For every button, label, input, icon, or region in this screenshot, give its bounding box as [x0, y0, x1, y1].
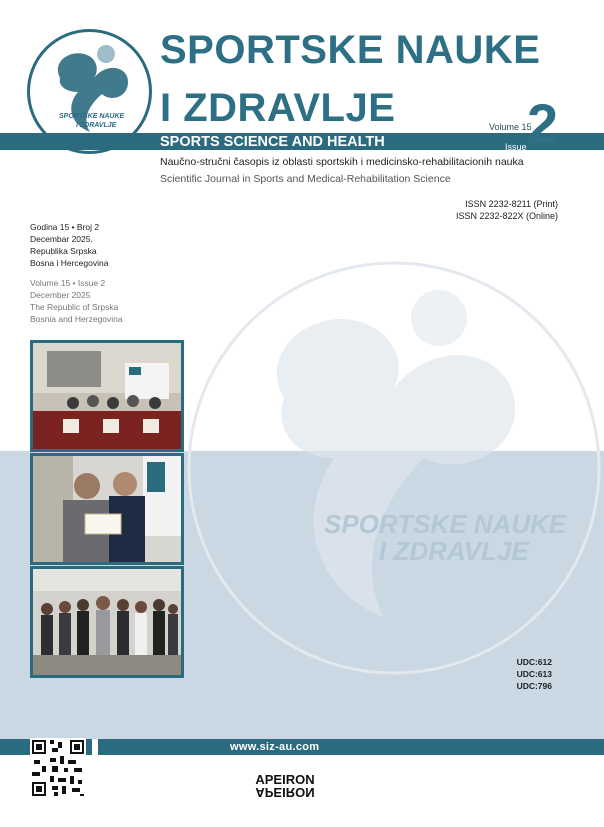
- issn-print: ISSN 2232-8211 (Print): [465, 199, 558, 209]
- watermark-logo: [184, 258, 604, 678]
- info-english-line: The Republic of Srpska: [30, 302, 119, 312]
- volume-label: Volume 15: [489, 122, 532, 132]
- photo-conference-panel: [30, 340, 184, 452]
- subtitle-local: Naučno-stručni časopis iz oblasti sportskih i medicinsko-rehabilitacionih nauka: [160, 156, 524, 168]
- publisher-logo: [252, 768, 318, 804]
- info-local-line: Republika Srpska: [30, 246, 97, 256]
- info-english-line: Volume 15 • Issue 2: [30, 278, 106, 288]
- issue-label: Issue: [505, 142, 527, 152]
- watermark-text-line1: SPORTSKE NAUKE: [324, 509, 567, 539]
- udc-code: UDC:612: [516, 657, 552, 667]
- logo-text-line2: I ZDRAVLJE: [76, 122, 117, 129]
- issue-info-local: [30, 221, 108, 269]
- publisher-name-reflection: APEIRON: [255, 785, 315, 800]
- qr-code-icon: [30, 738, 86, 798]
- journal-title-line1: SPORTSKE NAUKE: [160, 28, 541, 72]
- website-link[interactable]: www.siz-au.com: [230, 741, 320, 753]
- photo-group: [30, 566, 184, 678]
- info-local-line: Decembar 2025.: [30, 234, 93, 244]
- info-local-line: Godina 15 • Broj 2: [30, 222, 100, 232]
- publisher-name: APEIRON: [255, 772, 315, 787]
- subtitle-english: Scientific Journal in Sports and Medical-Rehabilitation Science: [160, 173, 451, 185]
- issue-number: 2: [527, 92, 559, 155]
- issue-info-english: [30, 277, 123, 325]
- udc-code: UDC:796: [516, 681, 552, 691]
- udc-code: UDC:613: [516, 669, 552, 679]
- journal-title-english: SPORTS SCIENCE AND HEALTH: [160, 134, 385, 150]
- info-english-line: Bosnia and Herzegovina: [30, 314, 123, 324]
- journal-title-line2: I ZDRAVLJE: [160, 86, 396, 130]
- issn-online: ISSN 2232-822X (Online): [455, 211, 558, 221]
- info-local-line: Bosna i Hercegovina: [30, 258, 109, 268]
- footer-bar-gap: [92, 739, 98, 755]
- info-english-line: December 2025: [30, 290, 91, 300]
- watermark-text-line2: I ZDRAVLJE: [379, 536, 529, 566]
- photo-award-handover: [30, 453, 184, 565]
- logo-text-line1: SPORTSKE NAUKE: [59, 113, 125, 120]
